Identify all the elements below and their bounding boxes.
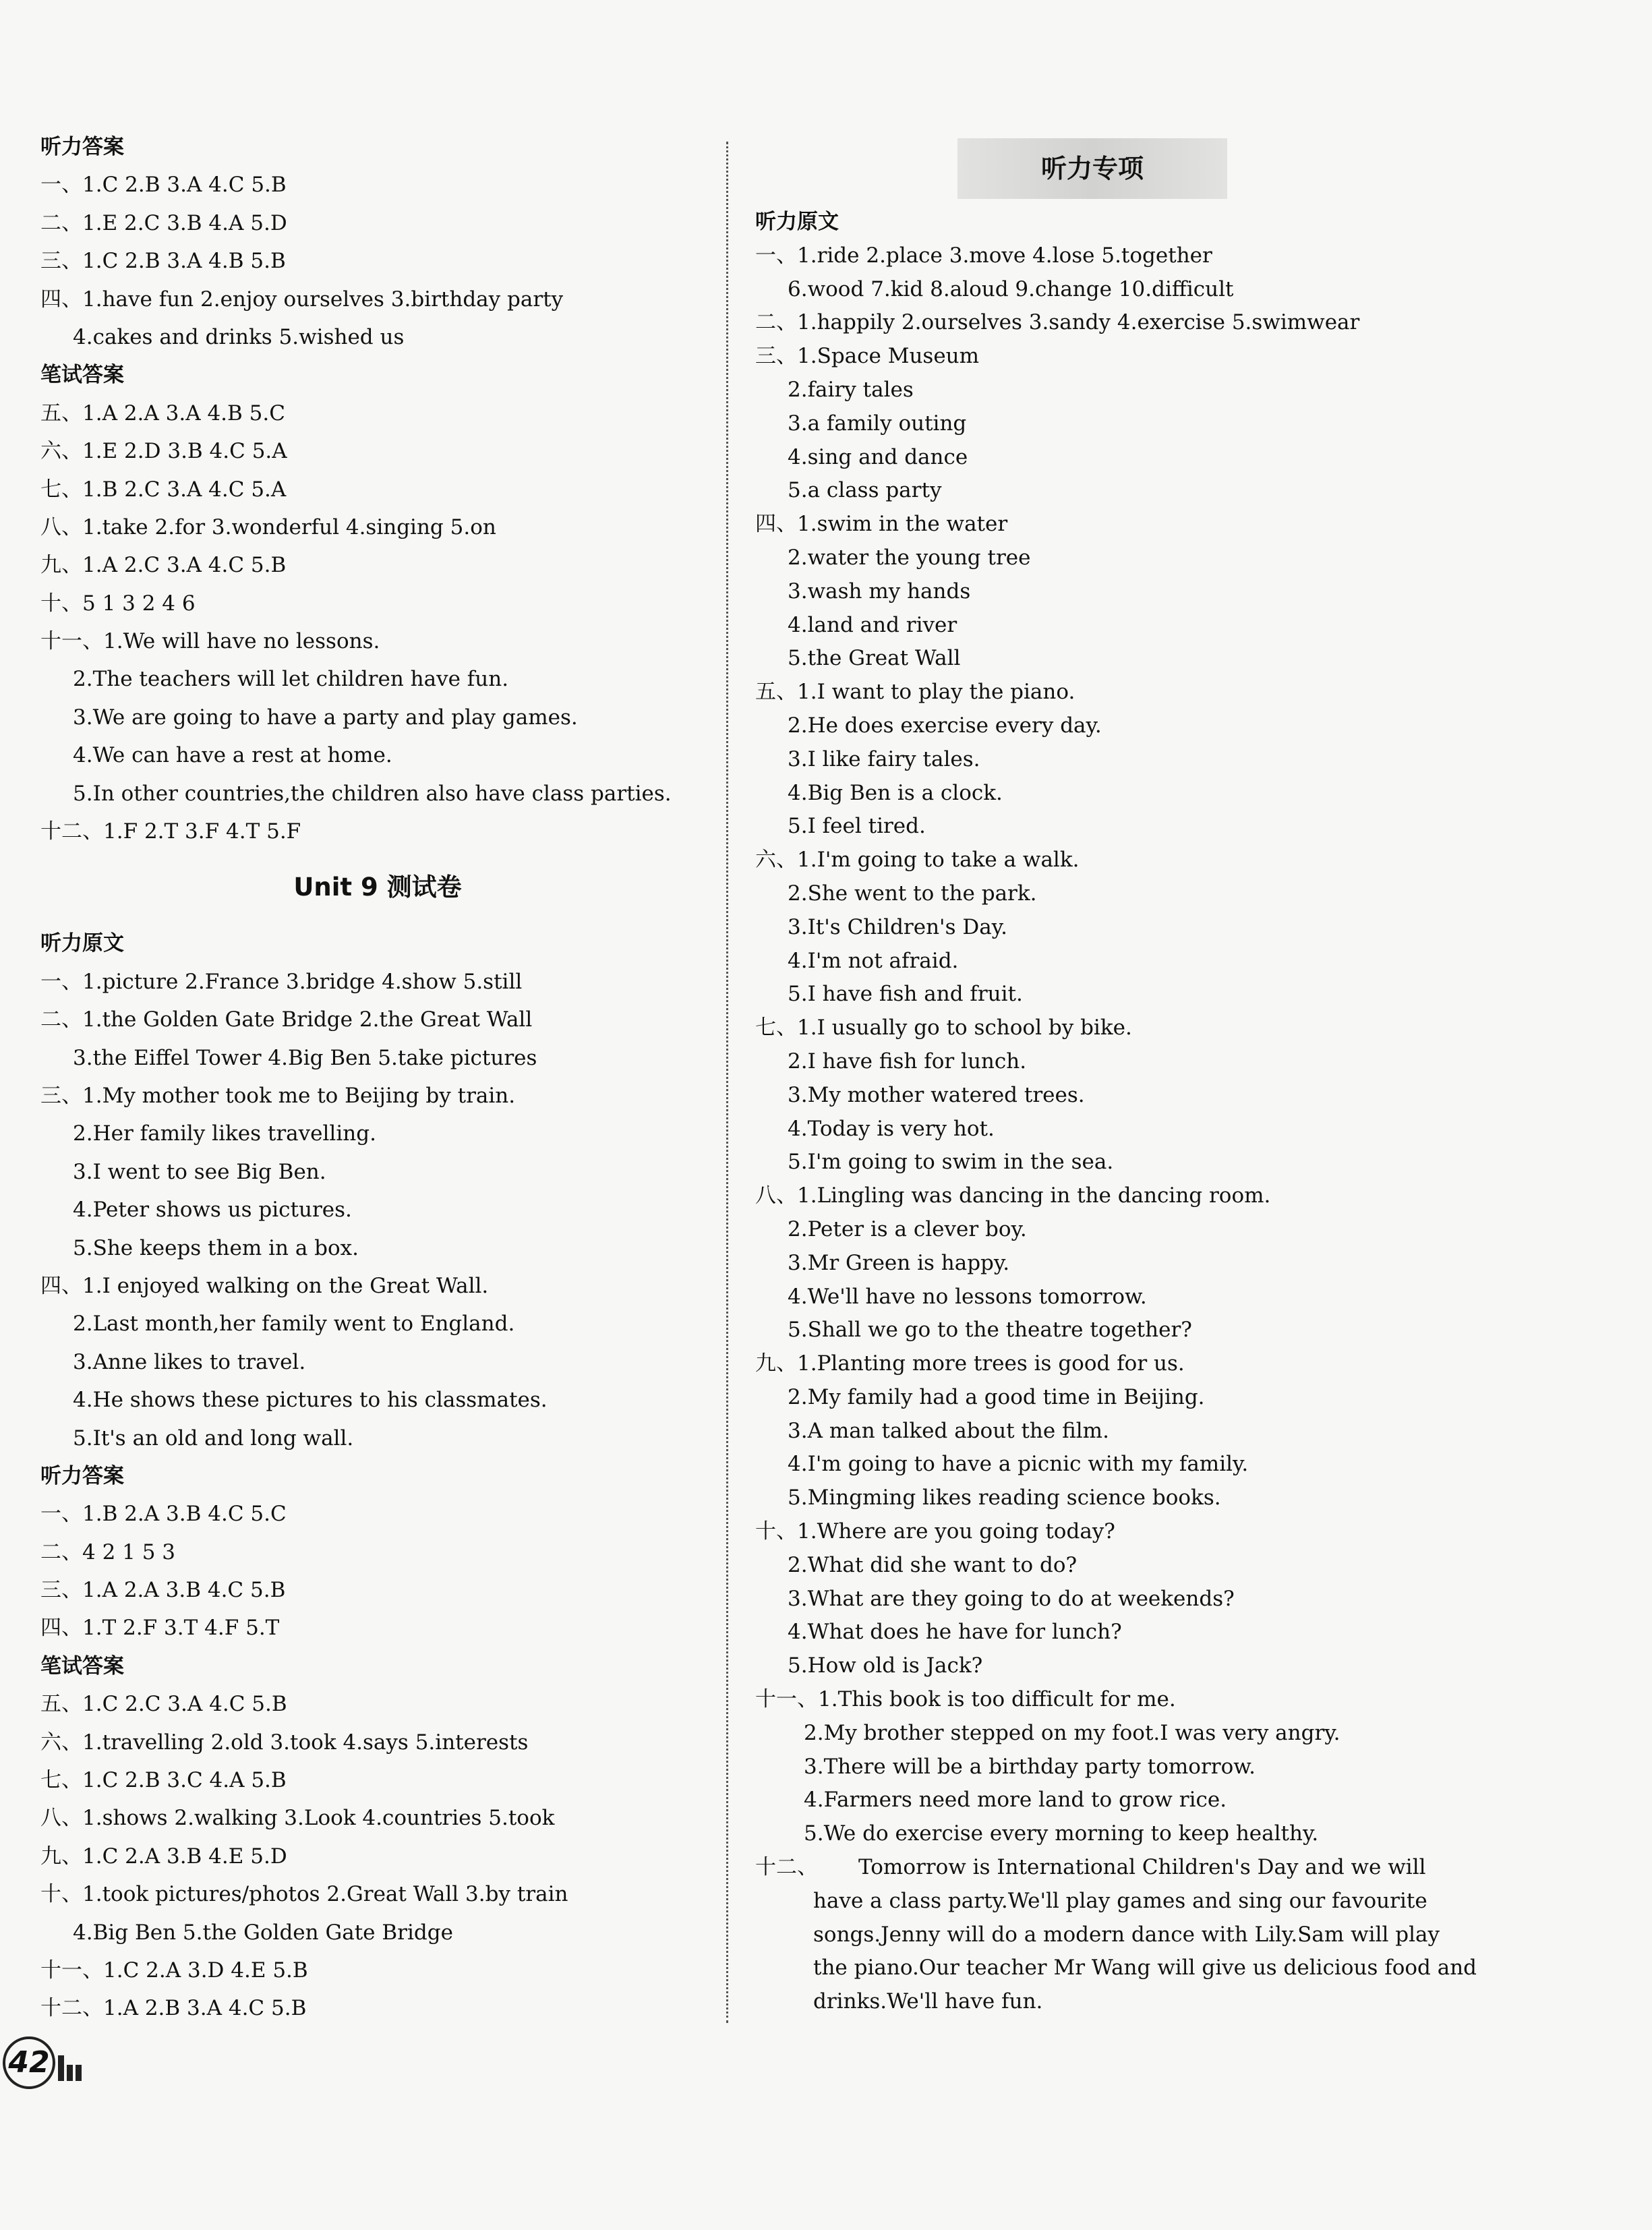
answer-line: 4.Big Ben is a clock.	[788, 780, 1003, 805]
answer-line: 四、1.T 2.F 3.T 4.F 5.T	[40, 1616, 280, 1641]
answer-line: 2.He does exercise every day.	[788, 713, 1102, 738]
bar-decoration-icon	[58, 2055, 84, 2081]
answer-line: 3.There will be a birthday party tomorrow.	[804, 1754, 1256, 1779]
answer-line: 3.I went to see Big Ben.	[73, 1159, 326, 1184]
answer-line: 二、4 2 1 5 3	[40, 1539, 176, 1564]
right-column	[755, 138, 1477, 2019]
section-heading: 笔试答案	[40, 1653, 124, 1678]
answer-line: 3.wash my hands	[788, 579, 971, 604]
answer-line: 5.In other countries,the children also have class parties.	[73, 781, 672, 806]
answer-line: 九、1.A 2.C 3.A 4.C 5.B	[40, 553, 287, 578]
answer-line: 九、1.Planting more trees is good for us.	[755, 1351, 1185, 1376]
section-heading: 听力原文	[755, 210, 839, 234]
left-column	[40, 128, 715, 2028]
answer-line: 3.Anne likes to travel.	[73, 1349, 306, 1374]
answer-line: 5.It's an old and long wall.	[73, 1426, 354, 1450]
section-heading: 听力答案	[40, 135, 124, 159]
answer-line: 一、1.ride 2.place 3.move 4.lose 5.together	[755, 243, 1212, 268]
answer-line: 2.water the young tree	[788, 545, 1031, 570]
answer-line: 九、1.C 2.A 3.B 4.E 5.D	[40, 1844, 287, 1869]
answer-line: 六、1.travelling 2.old 3.took 4.says 5.interests	[40, 1730, 529, 1755]
passage-line	[755, 1851, 1429, 1885]
answer-line: 6.wood 7.kid 8.aloud 9.change 10.difficult	[788, 276, 1234, 301]
answer-line: 2.My family had a good time in Beijing.	[788, 1384, 1205, 1409]
answer-line: 十、1.took pictures/photos 2.Great Wall 3.by train	[40, 1882, 568, 1907]
section-heading: 听力答案	[40, 1463, 124, 1488]
answer-line: 十、5 1 3 2 4 6	[40, 591, 196, 616]
answer-line: 2.Her family likes travelling.	[73, 1121, 376, 1146]
answer-line: 三、1.Space Museum	[755, 344, 980, 369]
answer-line: 4.I'm not afraid.	[788, 948, 959, 973]
answer-line: 六、1.I'm going to take a walk.	[755, 848, 1080, 873]
answer-line: 八、1.take 2.for 3.wonderful 4.singing 5.on	[40, 515, 496, 539]
answer-line: 3.A man talked about the film.	[788, 1418, 1109, 1443]
answer-line: 2.Peter is a clever boy.	[788, 1216, 1027, 1241]
answer-line: 2.fairy tales	[788, 377, 914, 402]
answer-line: 4.We'll have no lessons tomorrow.	[788, 1284, 1147, 1309]
answer-line: 5.We do exercise every morning to keep healthy.	[804, 1821, 1319, 1846]
answer-line: 二、1.E 2.C 3.B 4.A 5.D	[40, 210, 287, 235]
answer-line: 4.What does he have for lunch?	[788, 1620, 1122, 1645]
answer-line: 2.She went to the park.	[788, 881, 1037, 906]
answer-line: 4.sing and dance	[788, 444, 968, 469]
answer-line: 一、1.picture 2.France 3.bridge 4.show 5.still	[40, 969, 523, 994]
answer-line: 十一、1.We will have no lessons.	[40, 629, 380, 654]
answer-line: 二、1.happily 2.ourselves 3.sandy 4.exercise 5.swimwear	[755, 310, 1360, 335]
answer-line: 2.My brother stepped on my foot.I was very angry.	[804, 1720, 1340, 1745]
passage-line: the piano.Our teacher Mr Wang will give us delicious food and	[813, 1956, 1477, 1980]
answer-line: 5.the Great Wall	[788, 646, 961, 671]
answer-line: 八、1.shows 2.walking 3.Look 4.countries 5.took	[40, 1806, 555, 1831]
answer-line: 一、1.C 2.B 3.A 4.C 5.B	[40, 173, 287, 198]
answer-line: 七、1.C 2.B 3.C 4.A 5.B	[40, 1768, 287, 1793]
section-heading: 笔试答案	[40, 363, 124, 388]
answer-line: 三、1.My mother took me to Beijing by train.	[40, 1083, 516, 1108]
answer-line: 十二、1.A 2.B 3.A 4.C 5.B	[40, 1996, 307, 2021]
answer-line: 七、1.B 2.C 3.A 4.C 5.A	[40, 477, 287, 502]
answer-line: 五、1.C 2.C 3.A 4.C 5.B	[40, 1692, 287, 1717]
answer-line: 3.What are they going to do at weekends?	[788, 1586, 1235, 1611]
answer-line: 3.the Eiffel Tower 4.Big Ben 5.take pictures	[73, 1045, 537, 1070]
answer-line: 十、1.Where are you going today?	[755, 1519, 1115, 1544]
answer-line: 3.Mr Green is happy.	[788, 1250, 1010, 1275]
answer-line: 七、1.I usually go to school by bike.	[755, 1016, 1132, 1040]
answer-line: 5.Mingming likes reading science books.	[788, 1486, 1221, 1510]
answer-line: 五、1.I want to play the piano.	[755, 680, 1075, 705]
section-number: 十二、	[755, 1855, 818, 1880]
answer-line: 十一、1.This book is too difficult for me.	[755, 1687, 1176, 1712]
column-divider	[726, 142, 728, 2023]
answer-line: 5.I'm going to swim in the sea.	[788, 1150, 1114, 1175]
answer-line: 十一、1.C 2.A 3.D 4.E 5.B	[40, 1958, 308, 1983]
passage-text: Tomorrow is International Children's Day and we will	[858, 1855, 1426, 1880]
answer-line: 2.The teachers will let children have fun.	[73, 667, 509, 692]
answer-line: 5.She keeps them in a box.	[73, 1235, 359, 1260]
answer-line: 4.He shows these pictures to his classmates.	[73, 1388, 548, 1413]
answer-line: 4.Today is very hot.	[788, 1116, 995, 1141]
answer-line: 4.cakes and drinks 5.wished us	[73, 324, 405, 349]
answer-line: 4.I'm going to have a picnic with my family.	[788, 1452, 1249, 1477]
answer-line: 四、1.I enjoyed walking on the Great Wall.	[40, 1273, 489, 1298]
answer-line: 3.My mother watered trees.	[788, 1082, 1085, 1107]
answer-line: 2.What did she want to do?	[788, 1552, 1078, 1577]
answer-line: 3.a family outing	[788, 411, 967, 436]
answer-line: 十二、1.F 2.T 3.F 4.T 5.F	[40, 819, 301, 844]
passage-line: songs.Jenny will do a modern dance with Lily.Sam will play	[813, 1922, 1440, 1947]
answer-line: 一、1.B 2.A 3.B 4.C 5.C	[40, 1502, 287, 1527]
answer-line: 4.We can have a rest at home.	[73, 743, 392, 768]
answer-line: 4.Peter shows us pictures.	[73, 1198, 352, 1223]
answer-line: 三、1.A 2.A 3.B 4.C 5.B	[40, 1578, 286, 1603]
answer-line: 八、1.Lingling was dancing in the dancing room.	[755, 1183, 1271, 1208]
answer-line: 4.Big Ben 5.the Golden Gate Bridge	[73, 1920, 453, 1945]
answer-line: 5.I feel tired.	[788, 814, 926, 839]
passage-line: have a class party.We'll play games and sing our favourite	[813, 1888, 1427, 1913]
answer-line: 3.I like fairy tales.	[788, 746, 980, 771]
answer-line: 2.I have fish for lunch.	[788, 1049, 1027, 1074]
answer-line: 六、1.E 2.D 3.B 4.C 5.A	[40, 439, 287, 464]
answer-line: 四、1.swim in the water	[755, 512, 1008, 537]
answer-line: 三、1.C 2.B 3.A 4.B 5.B	[40, 249, 286, 274]
answer-line: 5.I have fish and fruit.	[788, 982, 1023, 1007]
passage-line: drinks.We'll have fun.	[813, 1989, 1043, 2014]
answer-line: 2.Last month,her family went to England.	[73, 1312, 515, 1337]
answer-line: 四、1.have fun 2.enjoy ourselves 3.birthday party	[40, 287, 564, 312]
answer-line: 5.Shall we go to the theatre together?	[788, 1318, 1192, 1343]
answer-line: 五、1.A 2.A 3.A 4.B 5.C	[40, 401, 285, 426]
section-heading: 听力原文	[40, 931, 124, 956]
answer-line: 二、1.the Golden Gate Bridge 2.the Great Wall	[40, 1007, 533, 1032]
answer-line: 3.It's Children's Day.	[788, 914, 1007, 939]
listening-section-banner: 听力专项	[957, 138, 1227, 199]
answer-line: 4.land and river	[788, 612, 957, 637]
page-number: 42	[3, 2036, 55, 2089]
answer-line: 4.Farmers need more land to grow rice.	[804, 1788, 1227, 1813]
answer-line: 3.We are going to have a party and play games.	[73, 705, 578, 730]
answer-line: 5.a class party	[788, 478, 942, 503]
unit-9-title: Unit 9 测试卷	[293, 873, 462, 902]
answer-line: 5.How old is Jack?	[788, 1653, 983, 1678]
